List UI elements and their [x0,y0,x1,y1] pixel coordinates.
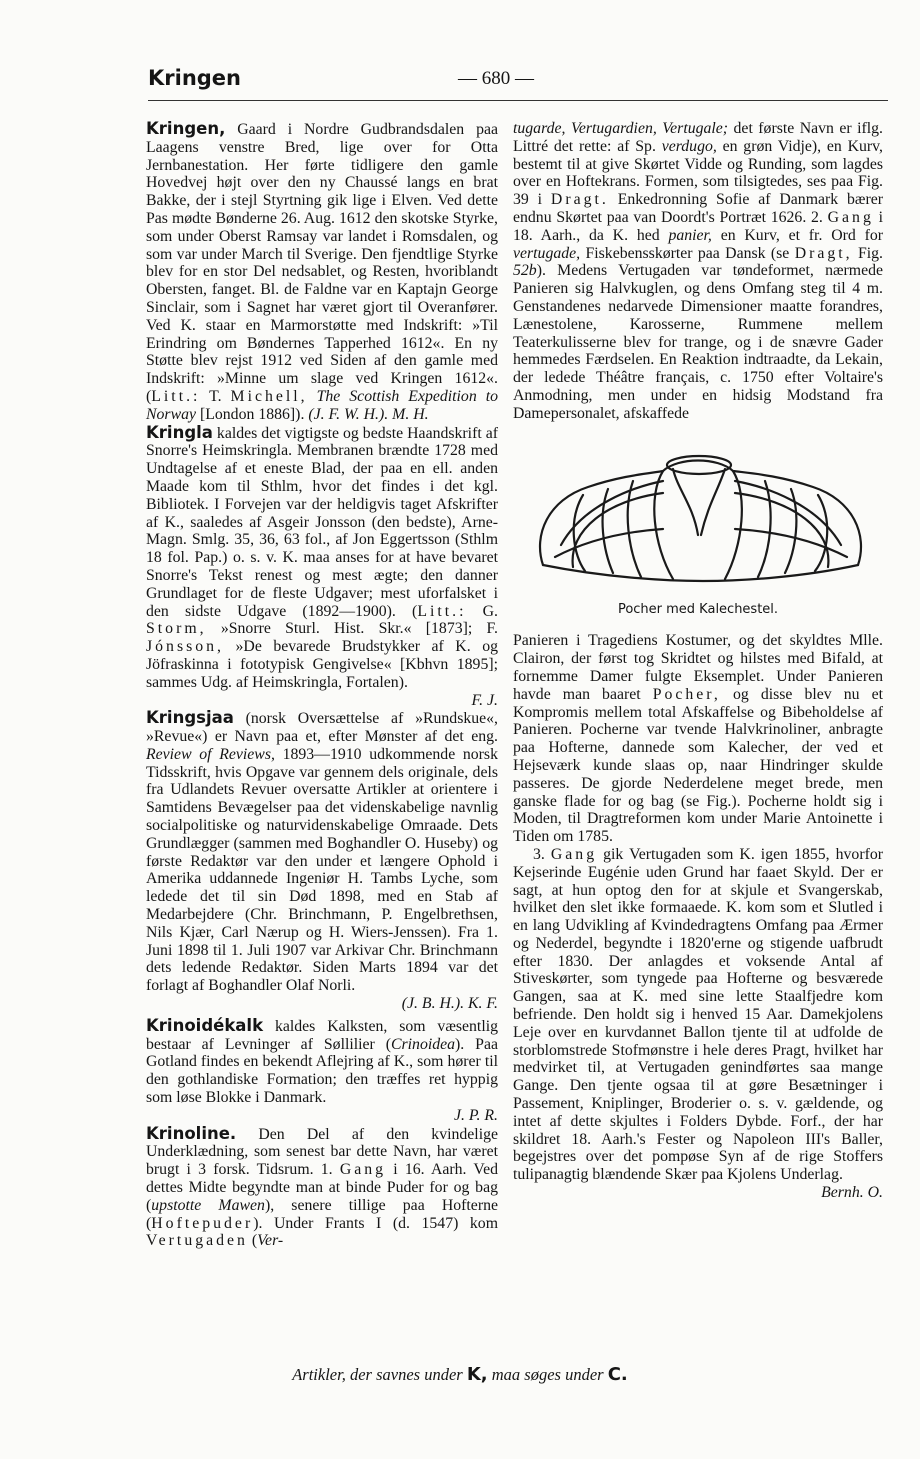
signature-krinoidekalk: J. P. R. [453,1106,498,1124]
paragraph-panier: Panieren i Tragediens Kostumer, og det skyldtes Mlle. Clairon, der først tog Skridtet og hilstes med Bifald, at fornemme Damer fulgte Eksemplet. Under Panieren havde man baaret Pocher, og disse blev nu et Kompromis mellem total Afskaffelse og Bibeholdelse af Panieren. Pocherne var tvende Halvkrinoliner, anbragte paa Hofterne, dannede som Kalecher, der ved et Hejseværk kunde slaas op, naar Hindringer skulde passeres. De gjorde Nederdelene meget brede, men ganske flade for og bag (se Fig.). Pocherne holdt sig i Moden, til Dragtreformen kom under Marie Antoinette i Tiden om 1785. [513,632,883,846]
page-footer-note: Artikler, der savnes under K, maa søges under C. [292,1364,628,1385]
pocher-frame-drawing [513,445,883,595]
signature-krinoline: Bernh. O. [821,1184,883,1202]
entry-kringla: Kringla kaldes det vigtigste og bedste Haandskrift af Snorre's Heimskringla. Membranen brændte 1728 med Undtagelse af et eneste Blad, der paa en ell. anden Maade kom til Sthlm, hvor det findes i det kgl. Bibliotek. I Forvejen var der heldigvis taget Afskrifter af K., saaledes af Asgeir Jonsson (den bedste), Arne-Magn. Smlg. 35, 36, 63 fol., af Jon Eggertsson (Sthlm 18 fol. Pap.) o. s. v. K. maa anses for at have bevaret Snorre's Tekst renest og mest ægte; den danner Grundlaget for de fleste Udgaver; mest uforfalsket i den sidste Udgave (1892—1900). (Litt.: G. Storm, »Snorre Sturl. Hist. Skr.« [1873]; F. Jónsson, »De bevarede Brudstykker af K. og Jöfraskinna i fototypisk Gengivelse« [Kbhvn 1895]; sammes Udg. af Heimskringla, Fortalen). [146,422,498,691]
figure-caption: Pocher med Kalechestel. [617,601,779,617]
figure-pocher-illustration [513,445,883,595]
paragraph-third-period: 3. Gang gik Vertugaden som K. igen 1855, hvorfor Kejserinde Eugénie uden Grund har faaet Skyld. Der er sagt, at hun optog den for at skjule et Svangerskab, hvilket den slet ikke formaaede. K. kom som et Slutled i en lang Udvikling af Kvindedragtens Omfang paa Ærmer og Nederdel, begyndte i 1820'erne og stigende uafbrudt efter 1830. Der anlagdes et voksende Antal af Stiveskørter, som tyngede paa Hofterne og besværede Gangen, saa at K. med sine lette Staalfjedre kom befriende. Den holdt sig i henved 15 Aar. Damekjolens Leje over en kurvdannet Ballon tjente til at udfolde de storblomstrede Stofmønstre i hele deres Pragt, hvilket har medvirket til, at Vertugaden genindførtes saa mange Gange. Den tjente ogsaa til at gøre Besætninger i Passement, Kniplinger, Broderier o. s. v. gældende, og intet af dette skjultes i Folders Dybde. Forf., der har skildret 18. Aarh.'s Fester og Napoleon III's Baller, begejstres over det pompøse Syn af de rige Stoffers tulipanagtig blændende Skær paa Kjolens Underlag. [513,845,883,1184]
entry-kringsjaa: Kringsjaa (norsk Oversættelse af »Rundskue«, »Revue«) er Navn paa et, efter Mønster af det eng. Review of Reviews, 1893—1910 udkommende norsk Tidsskrift, hvis Opgave var gennem dels originale, dels fra Udlandets Revuer oversatte Artikler at orientere i Samtidens Bevægelser paa det videnskabelige navnlig socialpolitiske og naturvidenskabelige Omraade. Dets Grundlægger (sammen med Boghandler O. Huseby) og første Redaktør var den under et længere Ophold i Amerika uddannede Ingeniør H. Tambs Lyche, som ledede det til sin Død 1898, med en Stab af Medarbejdere (Chr. Brinchmann, P. Engelbrethsen, Nils Kjær, Carl Nærup og H. Wiers-Jenssen). Fra 1. Juni 1898 til 1. Juli 1907 var Arkivar Chr. Brinchmann dets ledende Redaktør. Siden Marts 1894 var det forlagt af Boghandler Olaf Norli. [146,708,498,995]
entry-krinoline-continued: tugarde, Vertugardien, Vertugale; det første Navn er iflg. Littré det rette: af Sp. verdugo, en grøn Vidje), en Kurv, bestemt til at give Skørtet Vidde og Runding, som lagdes over en Hoftekrans. Formen, som tilsigtedes, ses paa Fig. 39 i Dragt. Enkedronning Sofie af Danmark bærer endnu Skørtet paa van Doordt's Portræt 1626. 2. Gang i 18. Aarh., da K. hed panier, en Kurv, et fr. Ord for vertugade, Fiskebensskørter paa Dansk (se Dragt, Fig. 52b). Medens Vertugaden var tøndeformet, nærmede Panieren sig Halvkuglen, og dens Omfang steg til 4 m. Genstandenes nedarvede Dimensioner maatte forandres, Lænestolene, Karosserne, Rummene mellem Teaterkulisserne blev for trange, og i de snævre Gader hemmedes Færdselen. En Reaktion indtraadte, da Lekain, der ledede Théâtre français, c. 1750 efter Voltaire's Anmodning, men under en hidsig Modstand fra Damepersonalet, afskaffede [513,120,883,422]
right-column [513,120,883,1202]
headword-kringsjaa: Kringsjaa [146,708,234,728]
left-column [146,120,498,1250]
entry-krinoidekalk: Krinoidékalk kaldes Kalksten, som væsentlig bestaar af Levninger af Søllilier (Crinoidea). Paa Gotland findes en bekendt Aflejring af K., som hører til den gothlandiske Formation; den træffes ret hyppig som løse Blokke i Danmark. [146,1015,498,1107]
headword-kringla: Kringla [146,422,213,442]
signature-kringla: F. J. [471,691,498,709]
page-number: — 680 — [458,68,534,89]
running-head-title: Kringen [148,66,242,90]
entry-krinoline: Krinoline. Den Del af den kvindelige Underklædning, som senest bar dette Navn, har været brugt i 3 forsk. Tidsrum. 1. Gang i 16. Aarh. Ved dettes Midte begyndte man at binde Puder for og bag (upstotte Mawen), senere tillige paa Hofterne (Hoftepuder). Under Frants I (d. 1547) kom Vertugaden (Ver- [146,1123,499,1250]
signature-kringsjaa: (J. B. H.). K. F. [401,995,498,1013]
entry-kringen: Kringen, Gaard i Nordre Gudbrandsdalen paa Laagens venstre Bred, lige over for Otta Jernbanestation. Her førte tidligere den gamle Hovedvej højt over den ny Chaussé langs en brat Bakke, der i stejl Styrtning gik lige i Elven. Ved dette Pas mødte Bønderne 26. Aug. 1612 den skotske Styrke, som under Oberst Ramsay var landet i Romsdalen, og som var under March til Sverige. Den fjendtlige Styrke blev for en stor Del nedsablet, og Resten, hvoriblandt Obersten, fanget. Bl. de Faldne var en Kaptajn George Sinclair, som i Sagnet har været gjort til Overanfører. Ved K. staar en Marmorstøtte med Indskrift: »Til Erindring om Bøndernes Tapperhed 1612«. En ny Støtte blev rejst 1912 ved Siden af den gamle med Indskrift: »Minne um slage ved Kringen 1612«. (Litt.: T. Michell, The Scottish Expedition to Norway [London 1886]). (J. F. W. H.). M. H. [146,119,498,423]
page-header [148,66,888,98]
headword-krinoidekalk: Krinoidékalk [146,1015,264,1035]
headword-krinoline: Krinoline. [146,1123,237,1143]
headword-kringen: Kringen, [146,119,226,138]
header-rule [148,100,888,101]
signature: (J. F. W. H.). M. H. [308,405,429,423]
